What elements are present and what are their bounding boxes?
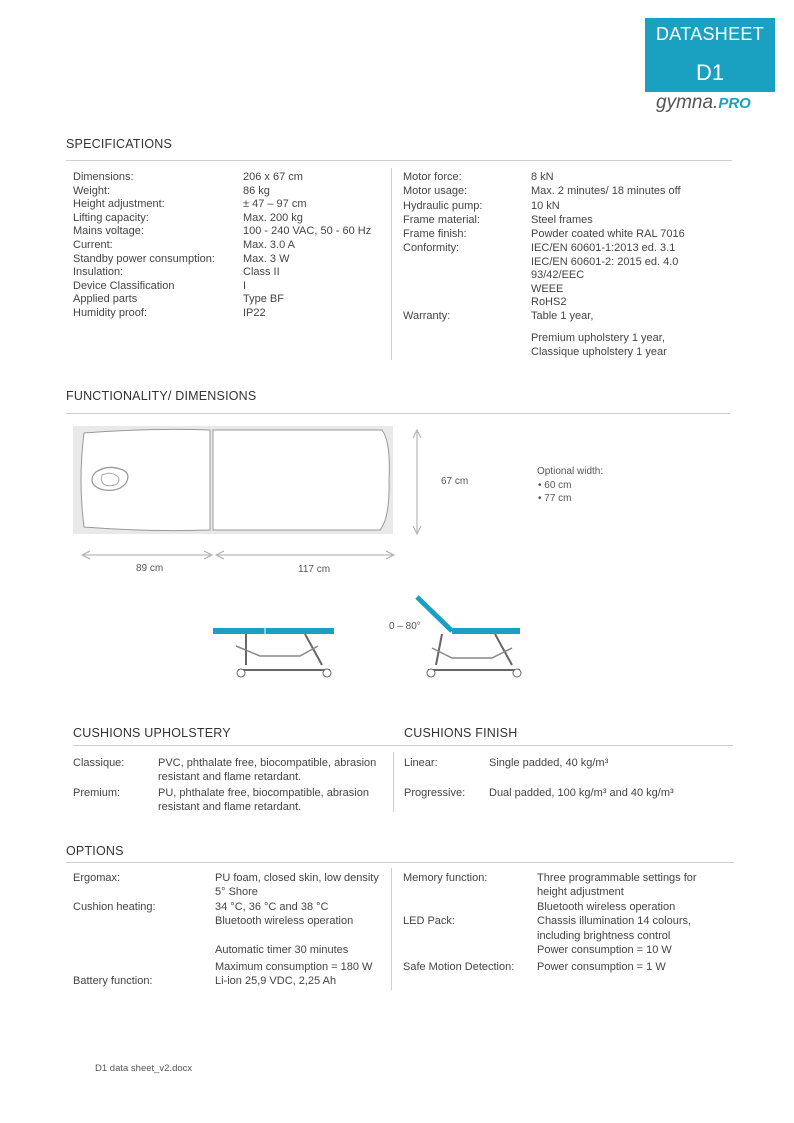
spec-value: Class II xyxy=(243,266,280,279)
spec-value: Max. 2 minutes/ 18 minutes off xyxy=(531,185,681,197)
memory-line: Three programmable settings for xyxy=(537,872,697,884)
classique-label: Classique: xyxy=(73,757,125,769)
spec-value: 10 kN xyxy=(531,199,560,212)
memory-label: Memory function: xyxy=(403,872,488,884)
heating-line: Bluetooth wireless operation xyxy=(215,915,354,927)
specifications-heading: SPECIFICATIONS xyxy=(66,137,173,151)
spec-value: Premium upholstery 1 year, xyxy=(531,332,665,344)
divider xyxy=(66,413,730,414)
premium-line: PU, phthalate free, biocompatible, abrasion xyxy=(158,787,369,799)
spec-label: Motor usage: xyxy=(403,185,468,197)
optional-width-value: 60 cm xyxy=(544,480,572,491)
progressive-label: Progressive: xyxy=(404,787,466,799)
optional-width-value: 77 cm xyxy=(544,493,572,504)
linear-label: Linear: xyxy=(404,757,438,769)
optional-width-title: Optional width: xyxy=(537,466,604,477)
width-label: 67 cm xyxy=(441,476,469,487)
led-line: Chassis illumination 14 colours, xyxy=(537,915,692,927)
column-divider xyxy=(393,752,394,812)
optional-width-item: • 60 cm xyxy=(538,480,572,491)
ergomax-label: Ergomax: xyxy=(73,872,121,884)
spec-label: Device Classification xyxy=(73,279,175,292)
spec-label: Mains voltage: xyxy=(73,225,144,238)
spec-label: Applied parts xyxy=(73,293,138,306)
led-line: including brightness control xyxy=(537,930,671,942)
spec-value: RoHS2 xyxy=(531,296,567,308)
spec-label: Standby power consumption: xyxy=(73,252,215,265)
linear-value: Single padded, 40 kg/m³ xyxy=(489,757,609,769)
spec-value: IEC/EN 60601-1:2013 ed. 3.1 xyxy=(531,242,676,254)
premium-label: Premium: xyxy=(73,787,121,799)
memory-line: Bluetooth wireless operation xyxy=(537,901,676,913)
spec-value: Max. 3.0 A xyxy=(243,239,295,251)
spec-label: Current: xyxy=(73,239,113,251)
spec-value: 100 - 240 VAC, 50 - 60 Hz xyxy=(243,225,372,238)
ergomax-line: PU foam, closed skin, low density xyxy=(215,872,379,884)
footer-filename: D1 data sheet_v2.docx xyxy=(95,1063,193,1074)
led-label: LED Pack: xyxy=(403,915,455,927)
spec-value: Table 1 year, xyxy=(531,309,594,322)
safe-motion-label: Safe Motion Detection: xyxy=(403,961,515,973)
heating-line: 34 °C, 36 °C and 38 °C xyxy=(215,901,329,913)
spec-value: Powder coated white RAL 7016 xyxy=(531,228,685,240)
spec-label: Insulation: xyxy=(73,266,124,279)
classique-line: PVC, phthalate free, biocompatible, abrasion xyxy=(158,757,377,769)
spec-label: Humidity proof: xyxy=(73,307,147,319)
battery-label: Battery function: xyxy=(73,975,153,987)
lift-column xyxy=(305,634,322,665)
spec-value: ± 47 – 97 cm xyxy=(243,198,307,211)
premium-line: resistant and flame retardant. xyxy=(158,801,302,813)
divider xyxy=(66,160,732,161)
flat-cushion xyxy=(213,628,334,634)
spec-value: IEC/EN 60601-2: 2015 ed. 4.0 xyxy=(531,255,679,268)
divider xyxy=(73,745,733,746)
spec-value: Type BF xyxy=(243,293,284,306)
side-view-flat xyxy=(213,628,334,677)
spec-value: IP22 xyxy=(243,307,266,319)
spec-value: 86 kg xyxy=(243,184,270,197)
progressive-value: Dual padded, 100 kg/m³ and 40 kg/m³ xyxy=(489,787,674,799)
raised-backrest xyxy=(417,597,452,631)
optional-width-item: • 77 cm xyxy=(538,493,572,504)
spec-value: 8 kN xyxy=(531,171,554,183)
spec-value: 206 x 67 cm xyxy=(243,171,303,183)
column-divider xyxy=(391,868,392,990)
spec-label: Warranty: xyxy=(403,309,451,322)
wheel-icon xyxy=(323,669,331,677)
spec-value: Max. 3 W xyxy=(243,252,290,265)
spec-label: Motor force: xyxy=(403,171,462,183)
badge-title: DATASHEET xyxy=(655,24,765,44)
chassis xyxy=(432,648,512,658)
head-section xyxy=(81,429,210,530)
timer-text: Automatic timer 30 minutes xyxy=(215,944,349,956)
table-dimension-drawing xyxy=(60,420,730,690)
column-divider xyxy=(391,168,392,360)
battery-value: Li-ion 25,9 VDC, 2,25 Ah xyxy=(215,975,337,987)
spec-value: Classique upholstery 1 year xyxy=(531,346,667,358)
badge-model: D1 xyxy=(695,60,725,85)
memory-line: height adjustment xyxy=(537,886,624,898)
spec-label: Frame material: xyxy=(403,214,481,226)
cushions-upholstery-heading: CUSHIONS UPHOLSTERY xyxy=(73,726,231,740)
body-section xyxy=(213,430,389,530)
heating-label: Cushion heating: xyxy=(73,901,156,913)
spec-label: Conformity: xyxy=(403,242,460,254)
ergomax-line: 5° Shore xyxy=(215,886,258,898)
safe-motion-value: Power consumption = 1 W xyxy=(537,961,666,973)
divider xyxy=(66,862,734,863)
raised-cushion xyxy=(452,628,520,634)
head-length-label: 89 cm xyxy=(136,563,164,574)
wheel-icon xyxy=(427,669,435,677)
chassis xyxy=(236,646,318,656)
logo-pro: PRO xyxy=(718,95,751,112)
cushions-finish-heading: CUSHIONS FINISH xyxy=(404,726,518,740)
logo-main: gymna. xyxy=(656,92,719,113)
spec-value: WEEE xyxy=(531,282,564,295)
max-consumption-text: Maximum consumption = 180 W xyxy=(215,961,373,973)
led-line: Power consumption = 10 W xyxy=(537,944,672,956)
spec-value: Max. 200 kg xyxy=(243,211,303,224)
spec-label: Dimensions: xyxy=(73,171,134,183)
classique-line: resistant and flame retardant. xyxy=(158,771,302,783)
spec-label: Lifting capacity: xyxy=(73,211,149,224)
spec-label: Frame finish: xyxy=(403,228,467,240)
spec-label: Hydraulic pump: xyxy=(403,199,483,212)
lift-column xyxy=(436,634,442,665)
angle-label: 0 – 80° xyxy=(389,621,421,632)
brand-logo xyxy=(656,92,751,114)
datasheet-badge xyxy=(645,18,775,92)
spec-value: I xyxy=(243,279,247,292)
spec-label: Weight: xyxy=(73,184,111,197)
side-view-raised xyxy=(417,597,521,677)
functionality-heading: FUNCTIONALITY/ DIMENSIONS xyxy=(66,389,257,403)
spec-value: 93/42/EEC xyxy=(531,269,585,281)
wheel-icon xyxy=(513,669,521,677)
body-length-label: 117 cm xyxy=(298,564,331,575)
wheel-icon xyxy=(237,669,245,677)
spec-value: Steel frames xyxy=(531,214,593,226)
options-heading: OPTIONS xyxy=(66,844,124,858)
spec-label: Height adjustment: xyxy=(73,198,165,211)
